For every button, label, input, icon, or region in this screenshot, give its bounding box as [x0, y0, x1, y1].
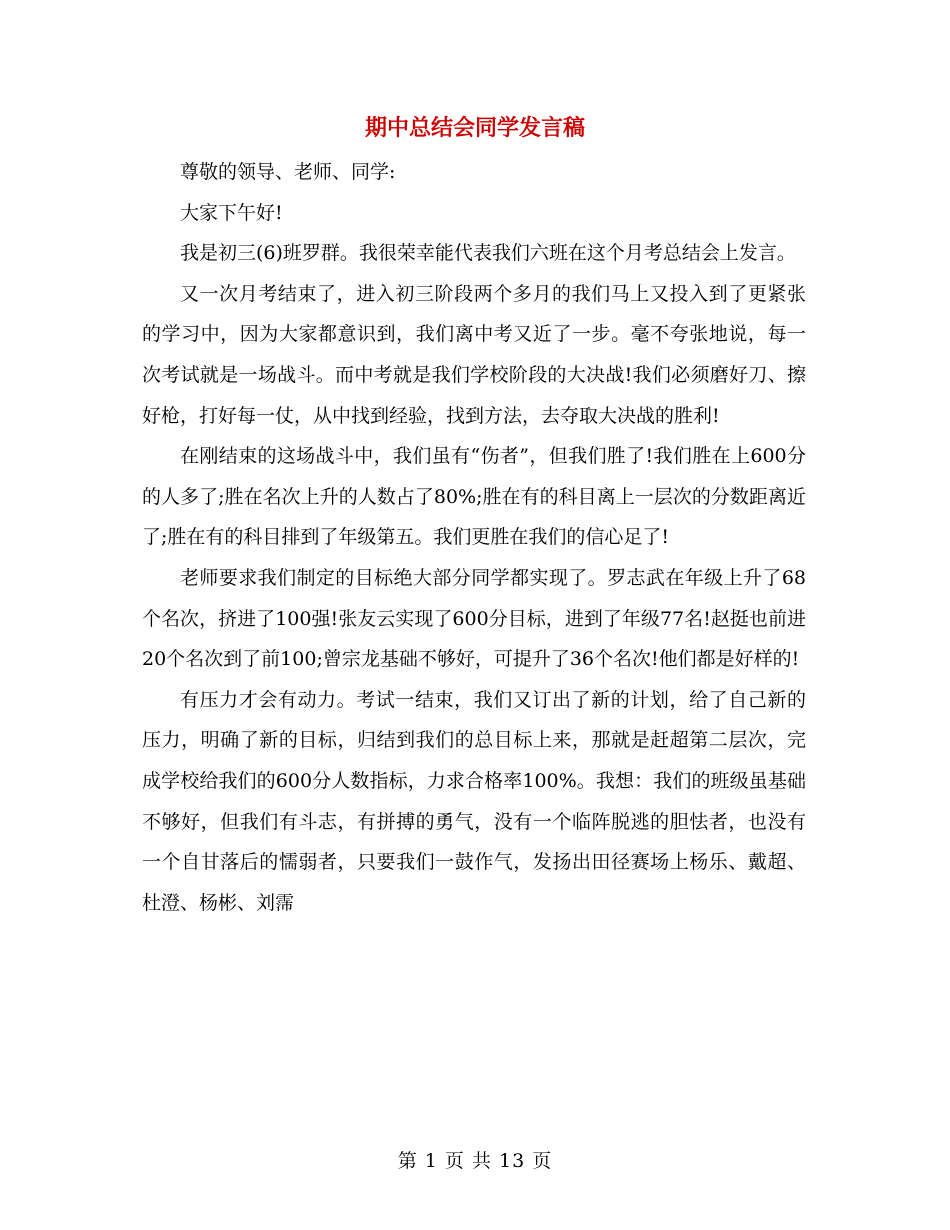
document-title: 期中总结会同学发言稿	[364, 115, 585, 141]
body-paragraph: 老师要求我们制定的目标绝大部分同学都实现了。罗志武在年级上升了68个名次，挤进了100强!张友云实现了600分目标，进到了年级77名!赵挺也前进20个名次到了前100;曾宗龙基础不够好，可提升了36个名次!他们都是好样的!	[142, 566, 806, 671]
body-paragraph: 在刚结束的这场战斗中，我们虽有“伤者”，但我们胜了!我们胜在上600分的人多了;胜在名次上升的人数占了80%;胜在有的科目离上一层次的分数距离近了;胜在有的科目排到了年级第五。我们更胜在我们的信心足了!	[142, 445, 806, 549]
body-paragraph: 又一次月考结束了，进入初三阶段两个多月的我们马上又投入到了更紧张的学习中，因为大家都意识到，我们离中考又近了一步。毫不夸张地说，每一次考试就是一场战斗。而中考就是我们学校阶段的大决战!我们必须磨好刀、擦好枪，打好每一仗，从中找到经验，找到方法，去夺取大决战的胜利!	[142, 282, 806, 427]
salutation-paragraph: 尊敬的领导、老师、同学:	[180, 161, 396, 183]
document-body	[142, 152, 806, 923]
greeting-paragraph: 大家下午好!	[180, 201, 283, 224]
page-number-footer: 第 1 页 共 13 页	[397, 1150, 553, 1172]
intro-paragraph: 我是初三(6)班罗群。我很荣幸能代表我们六班在这个月考总结会上发言。	[180, 242, 796, 265]
body-paragraph: 有压力才会有动力。考试一结束，我们又订出了新的计划，给了自己新的压力，明确了新的目标，归结到我们的总目标上来，那就是赶超第二层次，完成学校给我们的600分人数指标，力求合格率100%。我想：我们的班级虽基础不够好，但我们有斗志，有拼搏的勇气，没有一个临阵脱逃的胆怯者，也没有一个自甘落后的懦弱者，只要我们一鼓作气，发扬出田径赛场上杨乐、戴超、杜澄、杨彬、刘霈	[142, 688, 806, 914]
